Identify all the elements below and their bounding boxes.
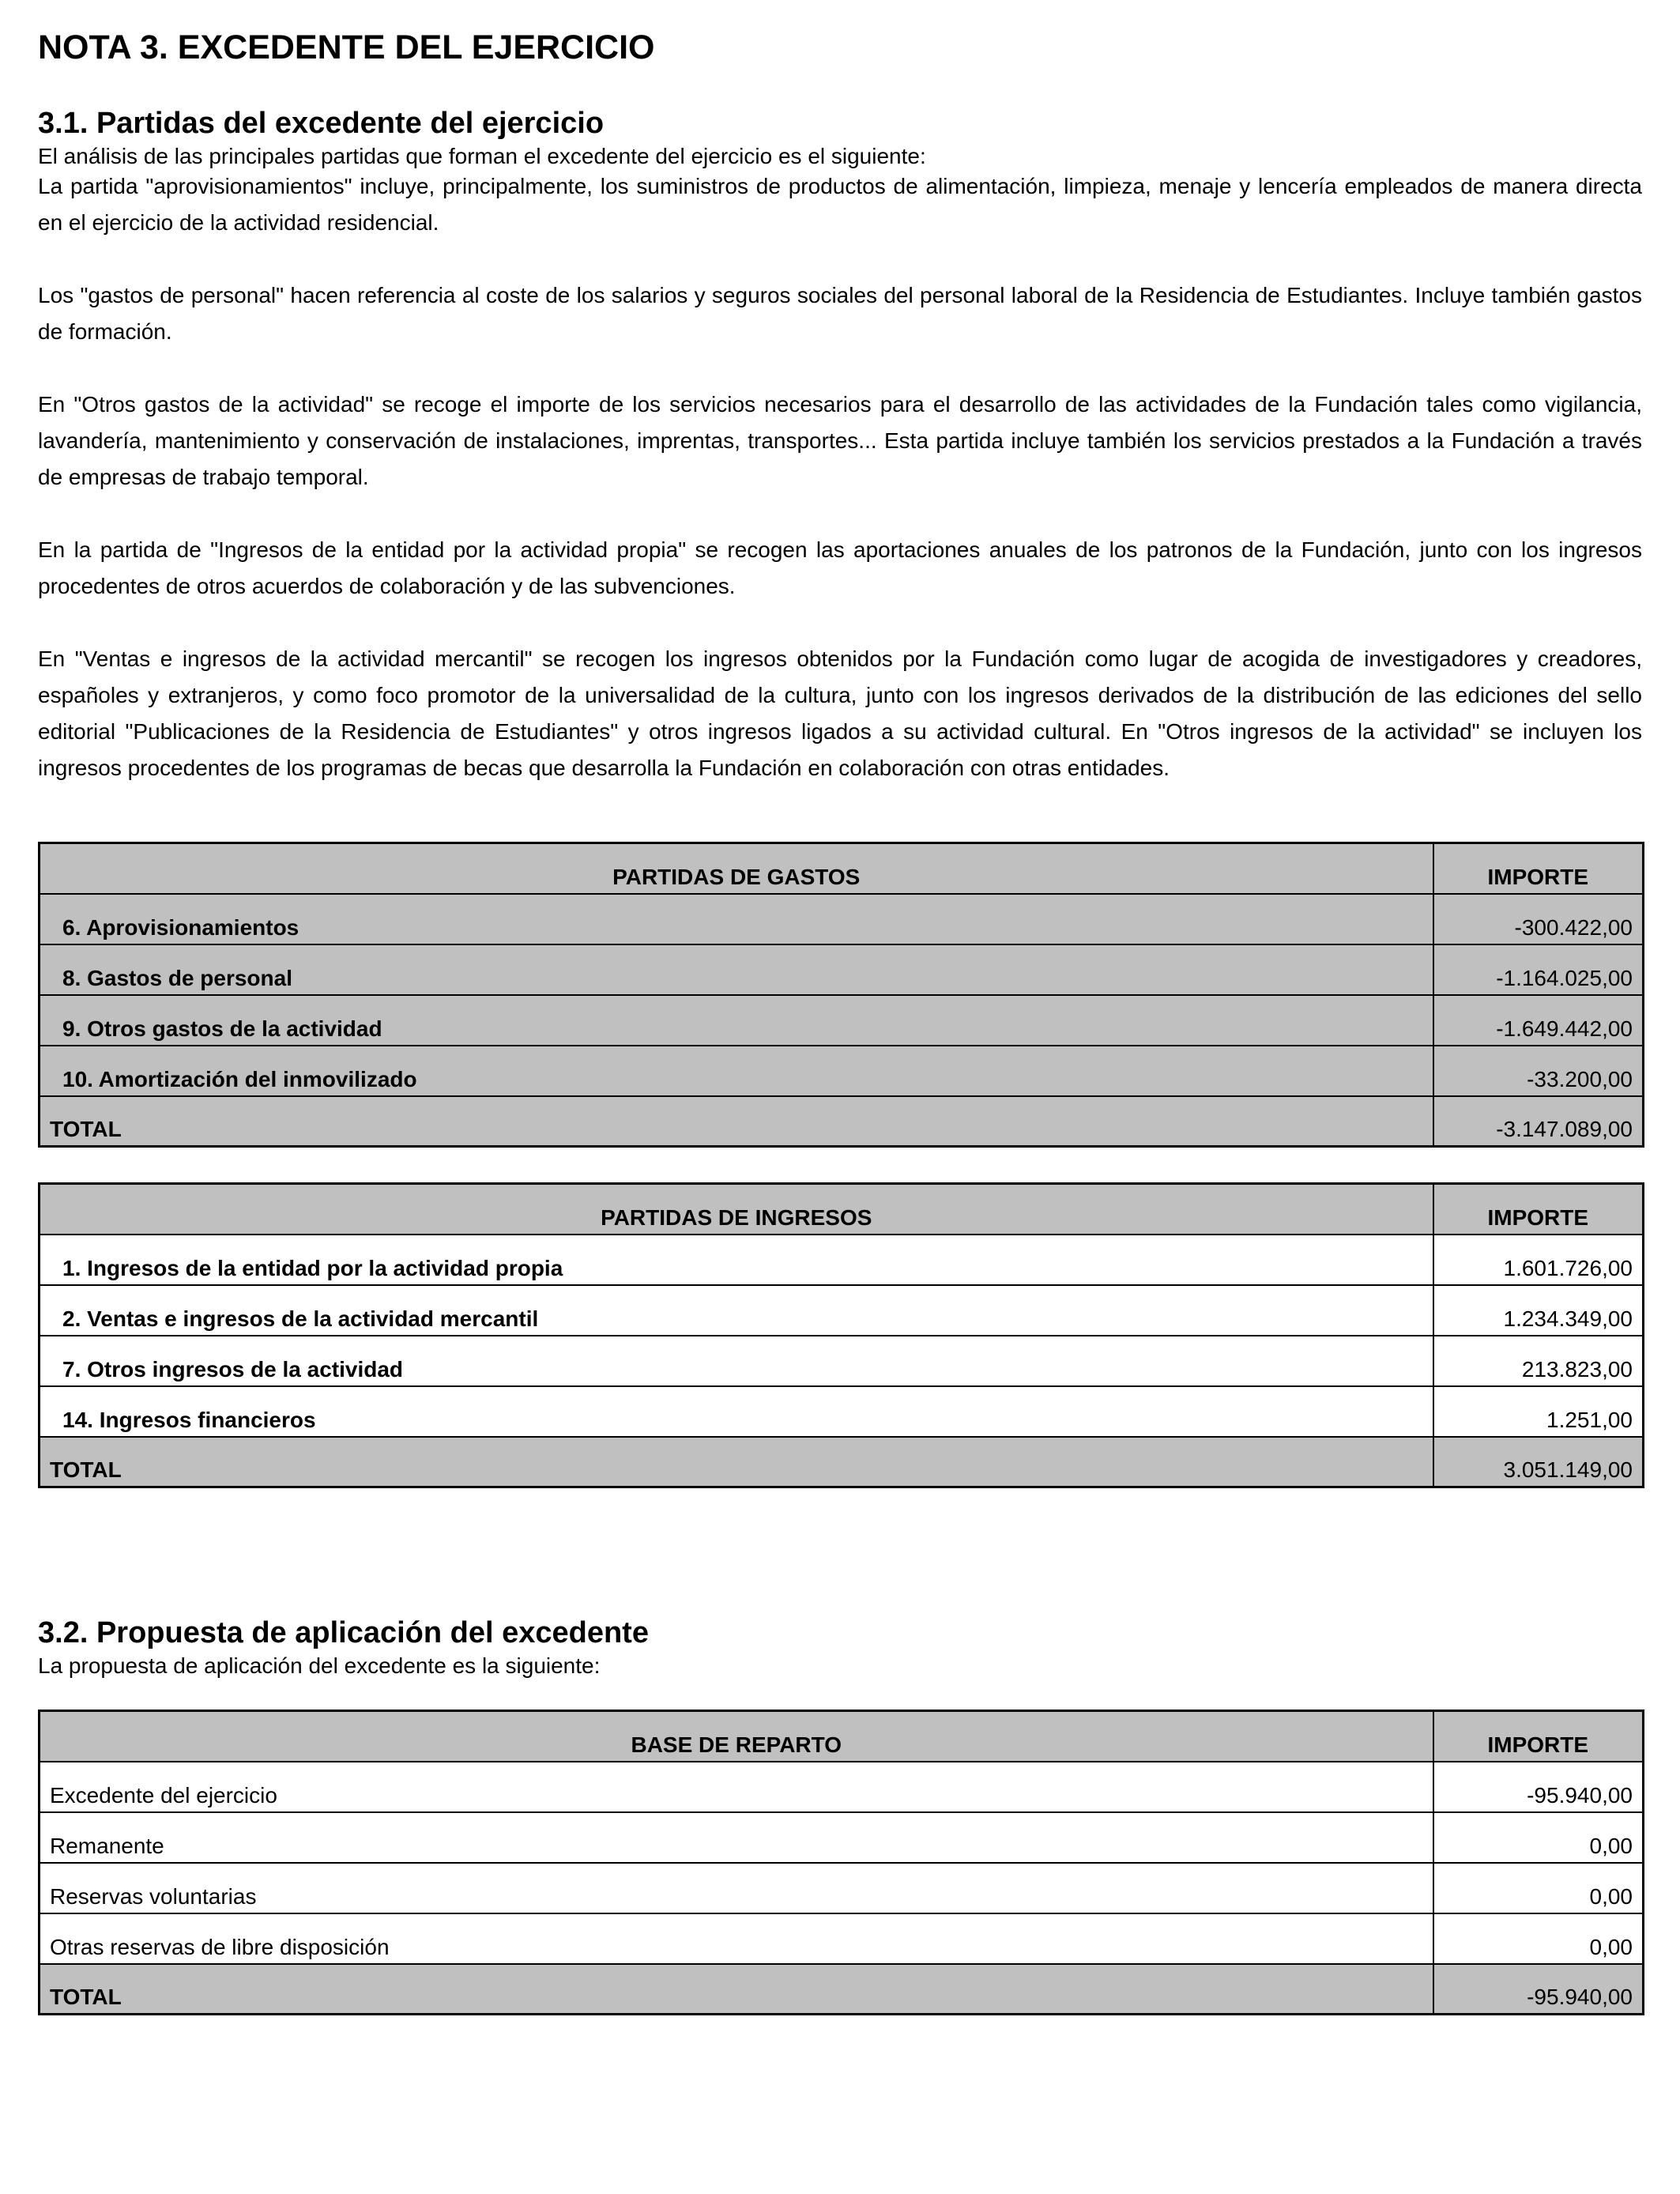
row-amount: -1.164.025,00 [1433,944,1644,995]
paragraph-gastos-personal: Los "gastos de personal" hacen referencia al coste de los salarios y seguros sociales del personal laboral de la Residencia de Estudiantes. Incluye también gastos de formación. [38,283,1642,344]
reparto-header-amount: IMPORTE [1433,1711,1644,1762]
row-label: 9. Otros gastos de la actividad [40,995,1433,1046]
total-label: TOTAL [40,1964,1433,2015]
reparto-total-row [40,1964,1644,2015]
row-amount: 0,00 [1433,1863,1644,1913]
row-label: 7. Otros ingresos de la actividad [40,1336,1433,1386]
row-amount: 1.601.726,00 [1433,1235,1644,1285]
total-label: TOTAL [40,1437,1433,1487]
section-2-heading: 3.2. Propuesta de aplicación del excedente [38,1616,649,1649]
section-1-intro: El análisis de las principales partidas que forman el excedente del ejercicio es el siguiente: [38,144,926,168]
row-label: 6. Aprovisionamientos [40,894,1433,944]
table-row [40,1913,1644,1964]
paragraph-aprovisionamientos: La partida "aprovisionamientos" incluye, principalmente, los suministros de productos de alimentación, limpieza, menaje y lencería empleados de manera directa en el ejercicio de la actividad residencial. [38,174,1642,235]
note-title: NOTA 3. EXCEDENTE DEL EJERCICIO [38,28,655,66]
table-row [40,1386,1644,1437]
gastos-total-row [40,1096,1644,1147]
paragraph-otros-gastos: En "Otros gastos de la actividad" se recoge el importe de los servicios necesarios para el desarrollo de las actividades de la Fundación tales como vigilancia, lavandería, mantenimiento y conservación de instalaciones, imprentas, transportes... Esta partida incluye también los servicios prestados a la Fundación a través de empresas de trabajo temporal. [38,392,1642,489]
table-row [40,1285,1644,1336]
reparto-table [38,1710,1644,2015]
gastos-header-row [40,843,1644,894]
row-amount: 1.251,00 [1433,1386,1644,1437]
table-row [40,1762,1644,1812]
table-row [40,944,1644,995]
row-amount: 0,00 [1433,1913,1644,1964]
table-row [40,995,1644,1046]
row-amount: -1.649.442,00 [1433,995,1644,1046]
row-label: Excedente del ejercicio [40,1762,1433,1812]
table-row [40,1046,1644,1096]
ingresos-total-row [40,1437,1644,1487]
row-label: 10. Amortización del inmovilizado [40,1046,1433,1096]
row-amount: 0,00 [1433,1812,1644,1863]
table-row [40,894,1644,944]
table-row [40,1235,1644,1285]
total-amount: -95.940,00 [1433,1964,1644,2015]
gastos-table [38,842,1644,1148]
gastos-header-amount: IMPORTE [1433,843,1644,894]
total-amount: 3.051.149,00 [1433,1437,1644,1487]
paragraph-ventas-ingresos: En "Ventas e ingresos de la actividad mercantil" se recogen los ingresos obtenidos por la Fundación como lugar de acogida de investigadores y creadores, españoles y extranjeros, y como foco promotor de la universalidad de la cultura, junto con los ingresos derivados de la distribución de las ediciones del sello editorial "Publicaciones de la Residencia de Estudiantes" y otros ingresos ligados a su actividad cultural. En "Otros ingresos de la actividad" se incluyen los ingresos procedentes de los programas de becas que desarrolla la Fundación en colaboración con otras entidades. [38,647,1642,780]
row-label: 1. Ingresos de la entidad por la actividad propia [40,1235,1433,1285]
row-label: Otras reservas de libre disposición [40,1913,1433,1964]
document-page [38,25,1642,2015]
row-label: 8. Gastos de personal [40,944,1433,995]
row-amount: 213.823,00 [1433,1336,1644,1386]
row-amount: 1.234.349,00 [1433,1285,1644,1336]
table-row [40,1812,1644,1863]
ingresos-header-amount: IMPORTE [1433,1184,1644,1235]
row-label: 2. Ventas e ingresos de la actividad mercantil [40,1285,1433,1336]
ingresos-header-row [40,1184,1644,1235]
row-amount: -300.422,00 [1433,894,1644,944]
gastos-header-label: PARTIDAS DE GASTOS [40,843,1433,894]
total-label: TOTAL [40,1096,1433,1147]
paragraph-ingresos-actividad-propia: En la partida de "Ingresos de la entidad por la actividad propia" se recogen las aportaciones anuales de los patronos de la Fundación, junto con los ingresos procedentes de otros acuerdos de colaboración y de las subvenciones. [38,537,1642,598]
table-row [40,1336,1644,1386]
row-amount: -95.940,00 [1433,1762,1644,1812]
ingresos-table [38,1182,1644,1488]
reparto-header-label: BASE DE REPARTO [40,1711,1433,1762]
total-amount: -3.147.089,00 [1433,1096,1644,1147]
section-2-intro: La propuesta de aplicación del excedente es la siguiente: [38,1653,601,1678]
row-label: 14. Ingresos financieros [40,1386,1433,1437]
row-label: Remanente [40,1812,1433,1863]
row-label: Reservas voluntarias [40,1863,1433,1913]
row-amount: -33.200,00 [1433,1046,1644,1096]
table-row [40,1863,1644,1913]
ingresos-header-label: PARTIDAS DE INGRESOS [40,1184,1433,1235]
reparto-header-row [40,1711,1644,1762]
section-1-heading: 3.1. Partidas del excedente del ejercicio [38,107,605,140]
